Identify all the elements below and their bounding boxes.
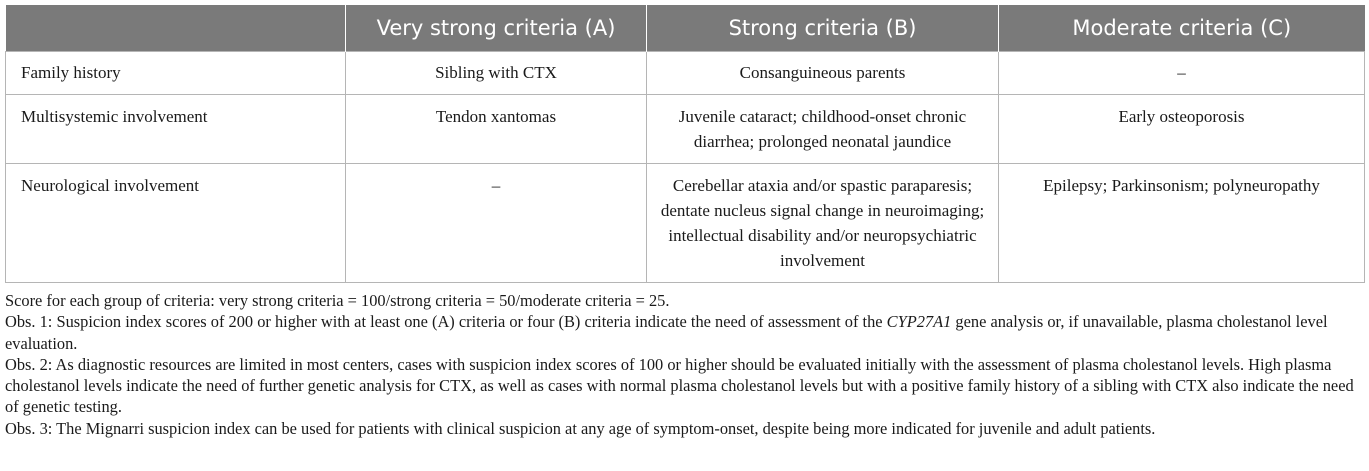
table-cell: Tendon xantomas	[346, 95, 647, 164]
obs1-note	[5, 311, 1364, 354]
table-row	[6, 52, 1365, 95]
row-label-cell: Family history	[6, 52, 346, 95]
table-row	[6, 95, 1365, 164]
table-cell: Cerebellar ataxia and/or spastic paraparesis; dentate nucleus signal change in neuroimaging; intellectual disability and/or neuropsychiatric involvement	[647, 164, 999, 283]
header-cell-strong: Strong criteria (B)	[647, 5, 999, 52]
row-label-cell: Neurological involvement	[6, 164, 346, 283]
obs2-note: Obs. 2: As diagnostic resources are limited in most centers, cases with suspicion index scores of 100 or higher should be evaluated initially with the assessment of plasma cholestanol levels. High plasma cholestanol levels indicate the need of further genetic analysis for CTX, as well as cases with normal plasma cholestanol levels but with a positive family history of a sibling with CTX also indicate the need of genetic testing.	[5, 354, 1354, 417]
criteria-table	[5, 5, 1365, 283]
header-cell-moderate: Moderate criteria (C)	[999, 5, 1365, 52]
table-header-row	[6, 5, 1365, 52]
obs1-text-after: gene analysis or, if unavailable, plasma cholestanol level evaluation.	[5, 312, 1328, 353]
obs3-note: Obs. 3: The Mignarri suspicion index can be used for patients with clinical suspicion at any age of symptom-onset, despite being more indicated for juvenile and adult patients.	[5, 418, 1156, 438]
document	[5, 5, 1364, 439]
gene-name: CYP27A1	[886, 312, 952, 332]
score-note: Score for each group of criteria: very strong criteria = 100/strong criteria = 50/moderate criteria = 25.	[5, 291, 670, 310]
header-cell-very-strong: Very strong criteria (A)	[346, 5, 647, 52]
table-cell: Consanguineous parents	[647, 52, 999, 95]
row-label-cell: Multisystemic involvement	[6, 95, 346, 164]
obs1-text-before: Obs. 1: Suspicion index scores of 200 or higher with at least one (A) criteria or four (B) criteria indicate the need of assessment of the	[5, 312, 887, 332]
table-cell: Epilepsy; Parkinsonism; polyneuropathy	[999, 164, 1365, 283]
table-footnotes	[5, 290, 1364, 439]
table-row	[6, 164, 1365, 283]
header-cell-blank	[6, 5, 346, 52]
table-cell: –	[999, 52, 1365, 95]
table-cell: –	[346, 164, 647, 283]
table-cell: Sibling with CTX	[346, 52, 647, 95]
table-cell: Juvenile cataract; childhood-onset chronic diarrhea; prolonged neonatal jaundice	[647, 95, 999, 164]
table-cell: Early osteoporosis	[999, 95, 1365, 164]
